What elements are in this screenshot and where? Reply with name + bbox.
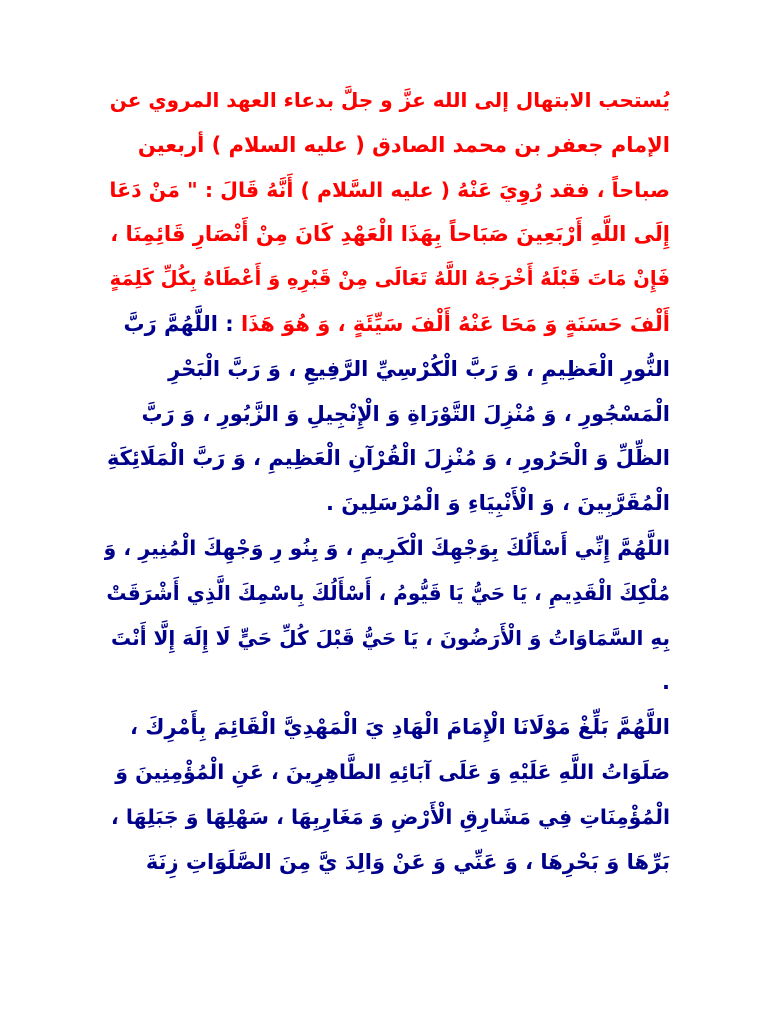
text-line	[104, 436, 670, 481]
prayer-text: مُلْكِكَ الْقَدِيمِ ، يَا حَيُّ يَا قَيُّومُ ، أَسْأَلُكَ بِاسْمِكَ الَّذِي أَشْرَقَتْ	[106, 580, 670, 605]
text-line	[104, 212, 670, 257]
text-line	[104, 302, 670, 347]
prayer-text: الظِّلِّ وَ الْحَرُورِ ، وَ مُنْزِلَ الْقُرْآنِ الْعَظِيمِ ، وَ رَبَّ الْمَلَائِكَةِ	[106, 446, 670, 471]
text-line	[104, 481, 670, 526]
text-line	[104, 347, 670, 392]
intro-text: الإمام جعفر بن محمد الصادق ( عليه السلام ) أربعين	[137, 132, 670, 157]
text-line	[104, 78, 670, 123]
prayer-text: : اللَّهُمَّ رَبَّ	[123, 311, 234, 336]
prayer-text: بِهِ السَّمَاوَاتُ وَ الْأَرَضُونَ ، يَا حَيُّ قَبْلَ كُلِّ حَيٍّ لَا إِلَهَ إِلَّا أَنْتَ	[111, 625, 670, 650]
text-line	[104, 571, 670, 616]
text-line	[104, 526, 670, 571]
text-line	[104, 123, 670, 168]
text-line	[104, 660, 670, 705]
text-line	[104, 750, 670, 795]
prayer-text: اللَّهُمَّ إِنِّي أَسْأَلُكَ بِوَجْهِكَ الْكَرِيمِ ، وَ بِنُو رِ وَجْهِكَ الْمُنِيرِ ، وَ	[104, 535, 670, 560]
text-line	[104, 392, 670, 437]
text-line	[104, 840, 670, 885]
intro-text: فَإِنْ مَاتَ قَبْلَهُ أَخْرَجَهُ اللَّهُ تَعَالَى مِنْ قَبْرِهِ وَ أَعْطَاهُ بِكُلِّ كَلِمَةٍ	[109, 267, 670, 291]
text-line	[104, 168, 670, 213]
intro-text: إِلَى اللَّهِ أَرْبَعِينَ صَبَاحاً بِهَذَا الْعَهْدِ كَانَ مِنْ أَنْصَارِ قَائِمِنَا ،	[110, 222, 670, 247]
prayer-text: بَرِّهَا وَ بَحْرِهَا ، وَ عَنِّي وَ عَنْ وَالِدَ يَّ مِنَ الصَّلَوَاتِ زِنَةَ	[145, 849, 670, 874]
intro-text: صباحاً ، فقد رُوِيَ عَنْهُ ( عليه السَّلام ) أَنَّهُ قَالَ : " مَنْ دَعَا	[109, 177, 670, 202]
prayer-text: صَلَوَاتُ اللَّهِ عَلَيْهِ وَ عَلَى آبَائِهِ الطَّاهِرِينَ ، عَنِ الْمُؤْمِنِينَ وَ	[115, 759, 670, 784]
prayer-text: الْمُقَرَّبِينَ ، وَ الْأَنْبِيَاءِ وَ الْمُرْسَلِينَ .	[325, 491, 670, 516]
text-line	[104, 257, 670, 302]
prayer-text: الْمُؤْمِنَاتِ فِي مَشَارِقِ الْأَرْضِ وَ مَغَارِبِهَا ، سَهْلِهَا وَ جَبَلِهَا ،	[110, 804, 670, 829]
prayer-text: الْمَسْجُورِ ، وَ مُنْزِلَ التَّوْرَاةِ وَ الْإِنْجِيلِ وَ الزَّبُورِ ، وَ رَبَّ	[141, 401, 670, 426]
prayer-text: .	[662, 670, 670, 695]
prayer-text: اللَّهُمَّ بَلِّغْ مَوْلَانَا الْإِمَامَ الْهَادِ يَ الْمَهْدِيَّ الْقَائِمَ بِأَمْرِكَ ،	[129, 715, 670, 740]
text-line	[104, 616, 670, 661]
document-page	[104, 78, 670, 884]
text-line	[104, 705, 670, 750]
intro-text: يُستحب الابتهال إلى الله عزَّ و جلَّ بدعاء العهد المروي عن	[109, 88, 670, 112]
intro-text: أَلْفَ حَسَنَةٍ وَ مَحَا عَنْهُ أَلْفَ سَيِّئَةٍ ، وَ هُوَ هَذَا	[233, 311, 670, 336]
prayer-text: النُّورِ الْعَظِيمِ ، وَ رَبَّ الْكُرْسِيِّ الرَّفِيعِ ، وَ رَبَّ الْبَحْرِ	[168, 356, 670, 381]
text-line	[104, 795, 670, 840]
